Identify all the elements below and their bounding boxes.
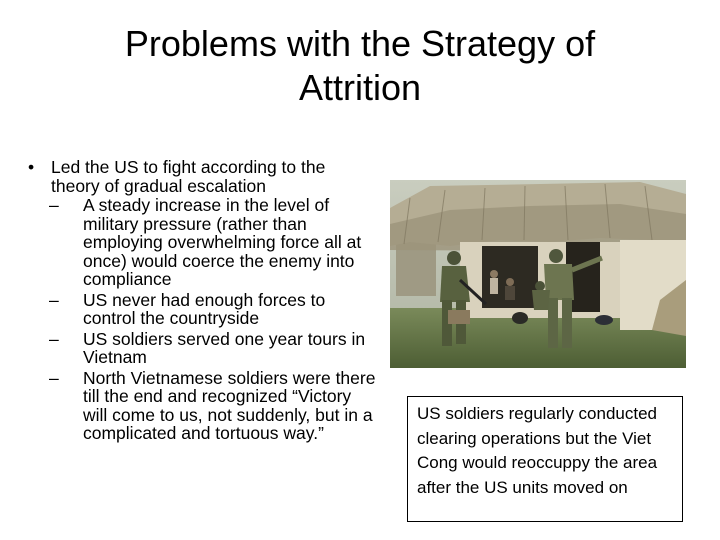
sub-bullet-text: A steady increase in the level of military pressure (rather than employing overwhelming force all at once) would coerce the enemy into compliance bbox=[83, 195, 362, 289]
slide-title bbox=[60, 22, 660, 110]
main-bullet bbox=[28, 158, 378, 195]
title-line-1: Problems with the Strategy of bbox=[124, 23, 596, 64]
dash-marker: – bbox=[49, 289, 59, 310]
bullet-list bbox=[28, 158, 378, 445]
title-line-2: Attrition bbox=[298, 67, 422, 108]
dash-marker: – bbox=[49, 195, 59, 215]
sub-bullet bbox=[28, 196, 378, 289]
dash-marker: – bbox=[49, 328, 59, 349]
sub-bullet bbox=[28, 291, 378, 328]
main-bullet-text: Led the US to fight according to the theory of gradual escalation bbox=[51, 157, 326, 196]
sub-bullet bbox=[28, 330, 378, 367]
sub-bullet-list bbox=[28, 196, 378, 443]
photo-soldiers-at-hut bbox=[390, 180, 686, 368]
photo-caption-text: US soldiers regularly conducted clearing operations but the Viet Cong would reoccuppy the area after the US units moved on bbox=[417, 404, 658, 497]
photo-caption-box bbox=[407, 396, 683, 522]
sub-bullet-text: US never had enough forces to control the countryside bbox=[83, 289, 326, 328]
dash-marker: – bbox=[49, 367, 59, 388]
sub-bullet-text: North Vietnamese soldiers were there till the end and recognized “Victory will come to us, not suddenly, but in a complicated and tortuous way.” bbox=[83, 367, 376, 443]
sub-bullet-text: US soldiers served one year tours in Vietnam bbox=[83, 328, 366, 367]
sub-bullet bbox=[28, 369, 378, 443]
bullet-marker: • bbox=[28, 157, 35, 177]
photo-illustration bbox=[390, 180, 686, 368]
